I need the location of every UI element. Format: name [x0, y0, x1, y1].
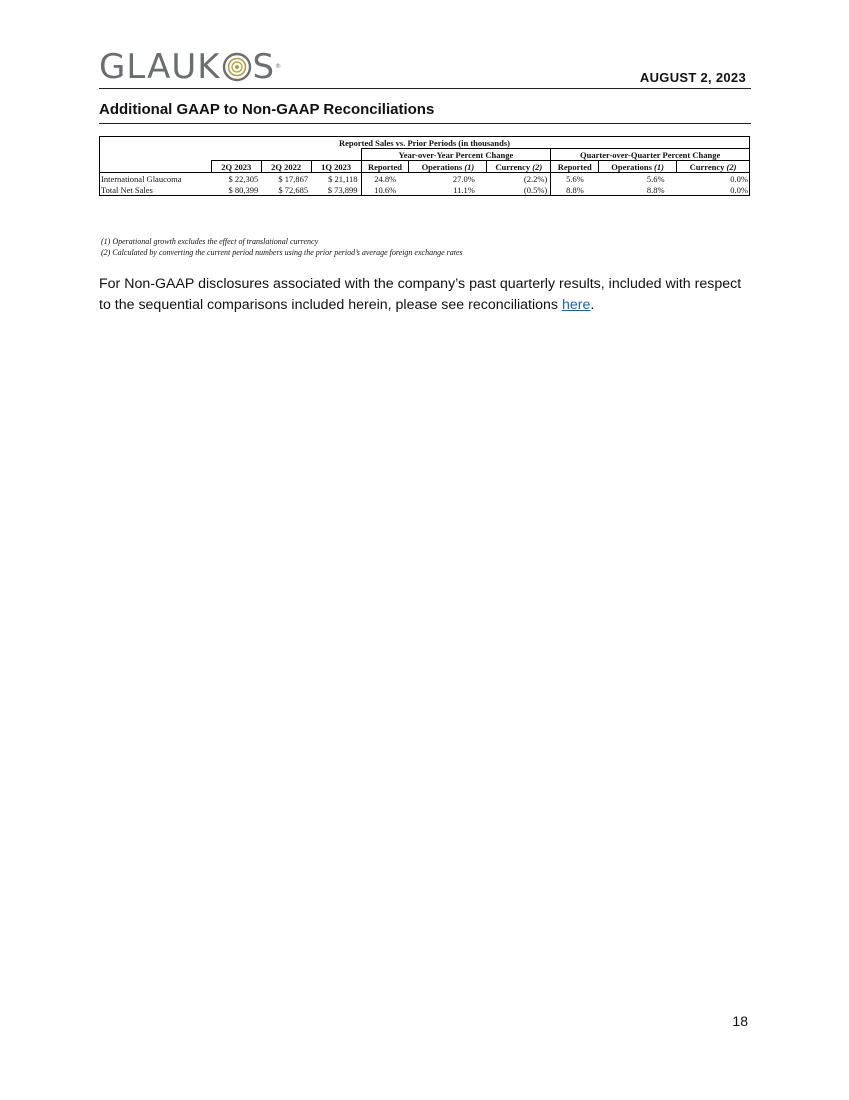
paragraph-end: . [590, 297, 595, 313]
section-divider [99, 123, 751, 124]
col-qoq-currency: Currency (2) [677, 161, 750, 173]
col-2q-2023: 2Q 2023 [211, 161, 261, 173]
table-row [100, 184, 750, 196]
logo-text-end: S [252, 47, 276, 87]
reconciliations-link[interactable]: here [561, 297, 591, 313]
reconciliation-table [99, 136, 750, 196]
cell-value: $ 80,399 [211, 184, 261, 196]
cell-value: $ 72,685 [261, 184, 311, 196]
cell-value: 8.8% [551, 184, 599, 196]
section-title: Additional GAAP to Non-GAAP Reconciliations [99, 101, 435, 118]
col-1q-2023: 1Q 2023 [311, 161, 361, 173]
cell-value: 0.0% [677, 173, 750, 185]
table-group-row [100, 149, 750, 161]
logo-text-start: GLAUK [99, 47, 221, 87]
cell-value: 5.6% [646, 174, 665, 184]
col-qoq-reported: Reported [551, 161, 599, 173]
table-row [100, 173, 750, 185]
cell-value: 0.0% [677, 184, 750, 196]
logo-spiral-icon [222, 52, 252, 82]
report-date: AUGUST 2, 2023 [639, 70, 746, 85]
cell-value: $ 17,867 [278, 174, 309, 184]
cell-value: $ 22,305 [228, 174, 259, 184]
cell-value: 10.6% [361, 184, 409, 196]
header-divider [99, 88, 751, 89]
row-label: International Glaucoma [100, 173, 212, 185]
cell-value: 5.6% [551, 173, 599, 185]
cell-value: (2.2%) [523, 174, 548, 184]
footnote-1: (1) Operational growth excludes the effect of translational currency [101, 237, 319, 246]
cell-value: 8.8% [599, 184, 677, 196]
page-number: 18 [732, 1013, 748, 1029]
trademark-symbol: ® [275, 63, 283, 70]
company-logo [99, 47, 282, 87]
group-qoq: Quarter-over-Quarter Percent Change [551, 149, 750, 161]
col-yoy-currency: Currency (2) [487, 161, 551, 173]
table-footnotes [101, 236, 463, 258]
group-yoy: Year-over-Year Percent Change [361, 149, 551, 161]
cell-value: 27.0% [452, 174, 475, 184]
cell-value: 24.8% [361, 173, 409, 185]
cell-value: $ 21,118 [328, 174, 358, 184]
cell-value: (0.5%) [487, 184, 551, 196]
table-header-row [100, 161, 750, 173]
col-2q-2022: 2Q 2022 [261, 161, 311, 173]
paragraph-text: For Non-GAAP disclosures associated with the company’s past quarterly results, included with respect to the sequential comparisons included herein, please see reconciliations [99, 276, 742, 313]
table-title: Reported Sales vs. Prior Periods (in thousands) [100, 137, 750, 149]
cell-value: 11.1% [409, 184, 487, 196]
table-title-row [100, 137, 750, 149]
footnote-2: (2) Calculated by converting the current period numbers using the prior period’s average foreign exchange rates [101, 248, 463, 257]
body-paragraph [99, 274, 754, 316]
col-yoy-operations: Operations (1) [409, 161, 487, 173]
row-label: Total Net Sales [100, 184, 212, 196]
cell-value: $ 73,899 [311, 184, 361, 196]
col-yoy-reported: Reported [361, 161, 409, 173]
col-qoq-operations: Operations (1) [599, 161, 677, 173]
